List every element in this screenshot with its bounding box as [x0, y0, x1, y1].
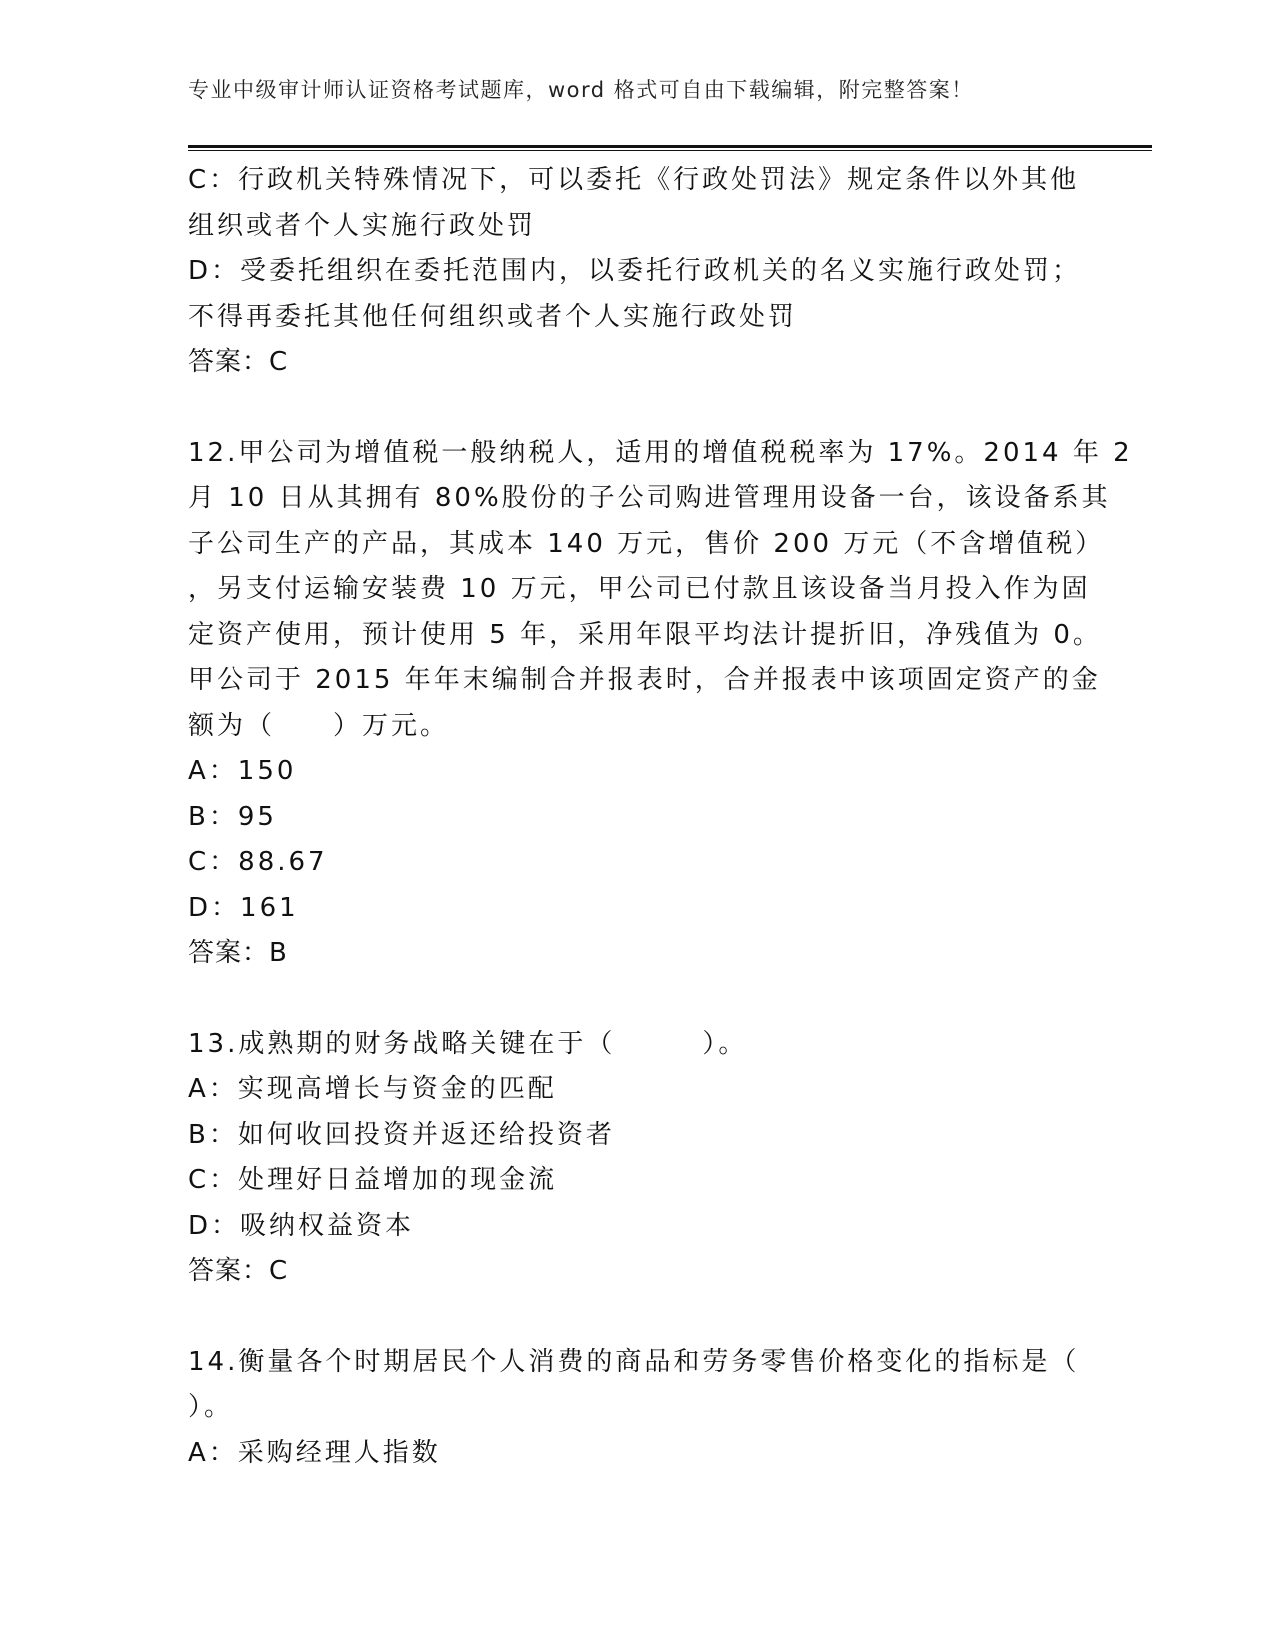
q13-option-c: C：处理好日益增加的现金流	[188, 1165, 558, 1195]
q12-stem-line: ，另支付运输安装费 10 万元，甲公司已付款且该设备当月投入作为固	[188, 574, 1091, 604]
q12-stem-line: 定资产使用，预计使用 5 年，采用年限平均法计提折旧，净残值为 0。	[188, 619, 1102, 650]
q12-option-a: A：150	[188, 756, 297, 786]
q12-stem-line: 甲公司于 2015 年年末编制合并报表时，合并报表中该项固定资产的金	[188, 665, 1101, 695]
header-rule-thick	[188, 145, 1152, 148]
header-rule-thin	[188, 150, 1152, 151]
q12-option-d: D：161	[188, 892, 299, 923]
q11-answer: 答案：C	[188, 347, 289, 377]
q13-stem: 13.成熟期的财务战略关键在于（ ）。	[188, 1028, 748, 1059]
q11-option-d-line1: D：受委托组织在委托范围内，以委托行政机关的名义实施行政处罚；	[188, 256, 1082, 286]
q11-option-c-line1: C：行政机关特殊情况下，可以委托《行政处罚法》规定条件以外其他	[188, 165, 1080, 195]
q13-option-a: A：实现高增长与资金的匹配	[188, 1074, 557, 1104]
q14-option-a: A：采购经理人指数	[188, 1437, 441, 1468]
q14-stem-line: 14.衡量各个时期居民个人消费的商品和劳务零售价格变化的指标是（	[188, 1346, 1080, 1377]
q12-stem-line: 12.甲公司为增值税一般纳税人，适用的增值税税率为 17%。2014 年 2	[188, 437, 1133, 468]
q13-option-b: B：如何收回投资并返还给投资者	[188, 1119, 615, 1150]
q13-option-d: D：吸纳权益资本	[188, 1210, 415, 1241]
q11-option-d-line2: 不得再委托其他任何组织或者个人实施行政处罚	[188, 301, 798, 332]
q12-stem-line: 月 10 日从其拥有 80%股份的子公司购进管理用设备一台，该设备系其	[188, 483, 1111, 513]
q13-answer: 答案：C	[188, 1256, 289, 1286]
q11-option-c-line2: 组织或者个人实施行政处罚	[188, 210, 537, 241]
q12-stem-line: 额为（ ）万元。	[188, 710, 450, 741]
page-header: 专业中级审计师认证资格考试题库，word 格式可自由下载编辑，附完整答案！	[188, 78, 974, 102]
q12-option-c: C：88.67	[188, 847, 328, 877]
q14-stem-line: ）。	[188, 1392, 234, 1422]
q12-option-b: B：95	[188, 801, 277, 832]
q12-stem-line: 子公司生产的产品，其成本 140 万元，售价 200 万元（不含增值税）	[188, 528, 1105, 559]
q12-answer: 答案：B	[188, 938, 288, 968]
document-body	[188, 158, 1133, 1476]
